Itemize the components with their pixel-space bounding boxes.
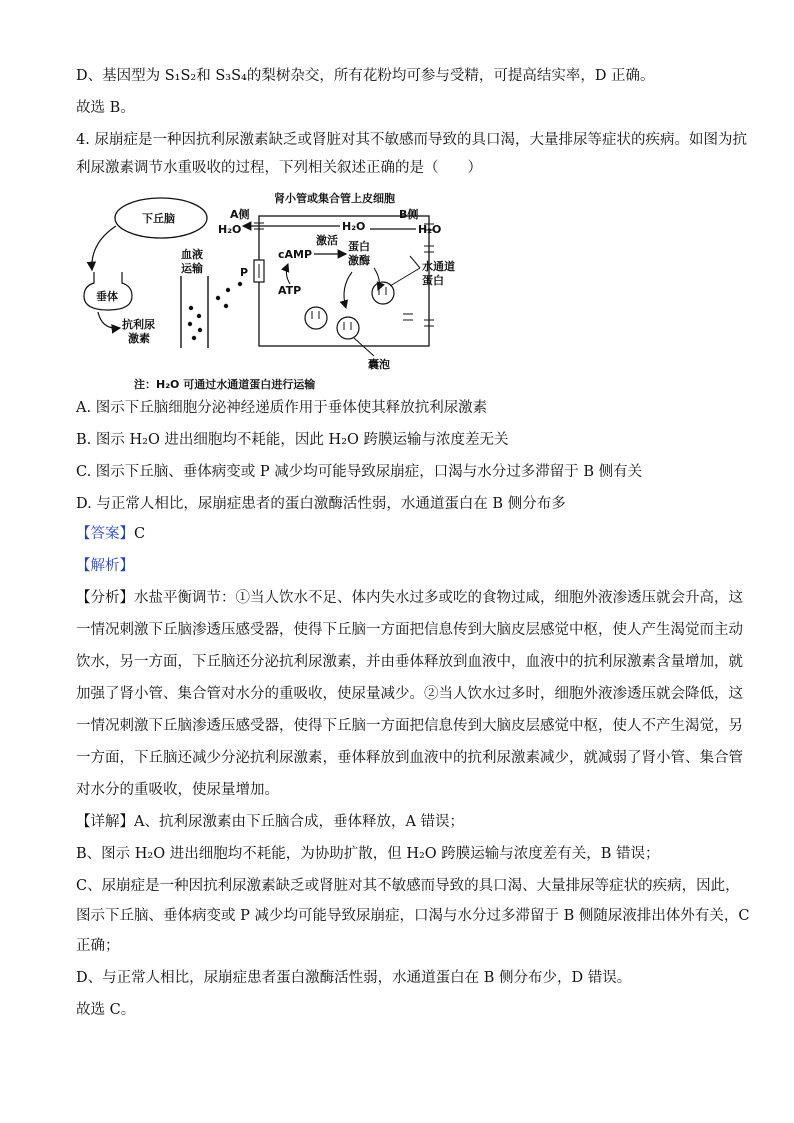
option-b: B. 图示 H₂O 进出细胞均不耗能，因此 H₂O 跨膜运输与浓度差无关 xyxy=(76,432,509,448)
answer-line xyxy=(76,524,145,544)
detail-line-4: 图示下丘脑、垂体病变或 P 减少均可能导致尿崩症，口渴与水分过多滞留于 B 侧随尿液排出体外有关，C xyxy=(76,908,750,924)
option-a: A. 图示下丘脑细胞分泌神经递质作用于垂体使其释放抗利尿激素 xyxy=(76,400,488,416)
activate-label: 激活 xyxy=(316,234,338,247)
answer-value: C xyxy=(134,526,146,542)
detail-text-1: A、抗利尿激素由下丘脑合成，垂体释放，A 错误； xyxy=(134,814,465,830)
camp-label: cAMP xyxy=(278,248,313,261)
side-a-label: A侧 xyxy=(230,208,250,221)
h2o-left: H₂O xyxy=(218,223,242,236)
question-4-line1: 4. 尿崩症是一种因抗利尿激素缺乏或肾脏对其不敏感而导致的具口渴，大量排尿等症状的疾病。如图为抗 xyxy=(76,132,747,148)
option-d: D. 与正常人相比，尿崩症患者的蛋白激酶活性弱，水通道蛋白在 B 侧分布多 xyxy=(76,496,566,512)
vesicle-label: 囊泡 xyxy=(368,358,390,371)
detail-line-5: 正确； xyxy=(76,938,120,954)
analysis-line-5: 一情况刺激下丘脑渗透压感受器，使得下丘脑一方面把信息传到大脑皮层感觉中枢，使人不产生渴觉，另 xyxy=(76,718,743,734)
diagram-note: 注：H₂O 可通过水通道蛋白进行运输 xyxy=(134,378,316,391)
detail-tag: 【详解】 xyxy=(76,814,134,830)
adh-label-1: 抗利尿 xyxy=(122,318,155,331)
analysis-line-2: 一情况刺激下丘脑渗透压感受器，使得下丘脑一方面把信息传到大脑皮层感觉中枢，使人产生渴觉而主动 xyxy=(76,622,743,638)
hypothalamus-label: 下丘脑 xyxy=(142,212,175,225)
analysis-line-6: 一方面，下丘脑还减少分泌抗利尿激素，垂体释放到血液中的抗利尿激素减少，就减弱了肾小管、集合管 xyxy=(76,750,743,766)
receptor-p-label: P xyxy=(240,266,249,279)
analysis-line-4: 加强了肾小管、集合管对水分的重吸收，使尿量减少。②当人饮水过多时，细胞外液渗透压就会降低，这 xyxy=(76,686,743,702)
side-b-label: B侧 xyxy=(399,208,419,221)
cell-title: 肾小管或集合管上皮细胞 xyxy=(274,192,395,205)
analysis-tag: 【解析】 xyxy=(76,558,134,574)
analysis-line-3: 饮水，另一方面，下丘脑还分泌抗利尿激素，并由垂体释放到血液中，血液中的抗利尿激素含量增加，就 xyxy=(76,654,743,670)
kinase-label-1: 蛋白 xyxy=(348,240,370,253)
kinase-label-2: 激酶 xyxy=(348,254,370,267)
analysis-line-1 xyxy=(76,588,743,608)
option-d-prev: D、基因型为 S₁S₂和 S₃S₄的梨树杂交，所有花粉均可参与受精，可提高结实率，D 正确。 xyxy=(76,68,655,84)
pituitary-label: 垂体 xyxy=(96,290,118,303)
detail-line-6: D、与正常人相比，尿崩症患者蛋白激酶活性弱，水通道蛋白在 B 侧分布少，D 错误。 xyxy=(76,970,632,986)
detail-line-7: 故选 C。 xyxy=(76,1002,136,1018)
blood-label-1: 血液 xyxy=(181,248,203,261)
answer-tag: 【答案】 xyxy=(76,526,134,542)
analysis-subtag: 【分析】 xyxy=(76,590,134,606)
question-4-line2: 利尿激素调节水重吸收的过程，下列相关叙述正确的是（ ） xyxy=(76,160,482,176)
analysis-text-1: 水盐平衡调节：①当人饮水不足、体内失水过多或吃的食物过咸，细胞外液渗透压就会升高，这 xyxy=(134,590,743,606)
adh-label-2: 激素 xyxy=(128,332,150,345)
option-c: C. 图示下丘脑、垂体病变或 P 减少均可能导致尿崩症，口渴与水分过多滞留于 B 侧有关 xyxy=(76,464,643,480)
detail-line-1 xyxy=(76,812,464,832)
detail-line-3: C、尿崩症是一种因抗利尿激素缺乏或肾脏对其不敏感而导致的具口渴、大量排尿等症状的疾病，因此， xyxy=(76,878,740,894)
conclusion-prev: 故选 B。 xyxy=(76,100,135,116)
atp-label: ATP xyxy=(278,284,302,297)
blood-label-2: 运输 xyxy=(181,262,203,275)
detail-line-2: B、图示 H₂O 进出细胞均不耗能，为协助扩散，但 H₂O 跨膜运输与浓度差有关，B 错误； xyxy=(76,846,660,862)
h2o-mid: H₂O xyxy=(342,220,366,233)
analysis-line-7: 对水分的重吸收，使尿量增加。 xyxy=(76,782,279,798)
adh-regulation-diagram xyxy=(78,188,498,394)
aquaporin-label-2: 蛋白 xyxy=(422,274,444,287)
aquaporin-label-1: 水通道 xyxy=(422,260,455,273)
h2o-right: H₂O xyxy=(418,223,442,236)
